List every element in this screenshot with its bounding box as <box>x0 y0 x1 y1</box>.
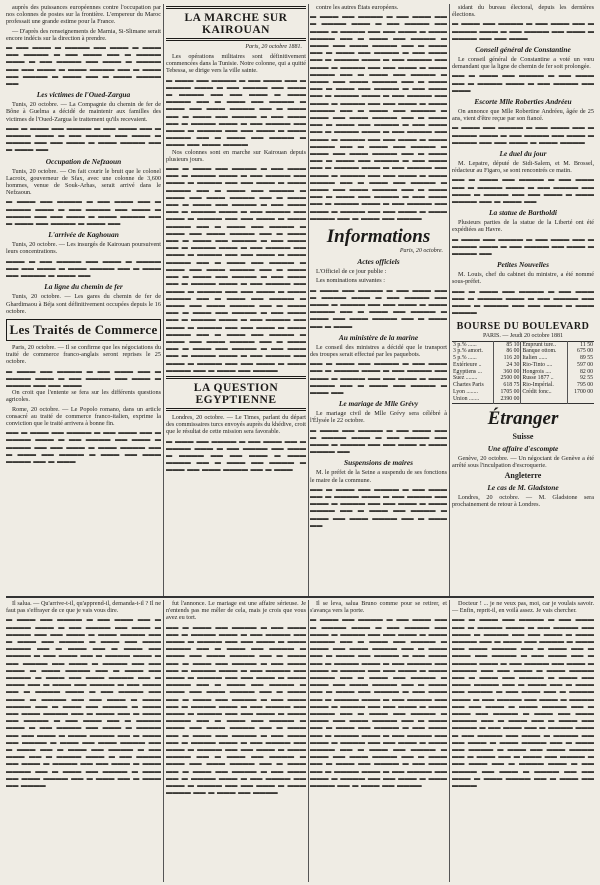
feuilleton-column-1 <box>6 600 161 882</box>
section-heading: Escorte Mlle Roberties Andréeu <box>474 97 572 107</box>
section-heading: Au ministère de la marine <box>338 332 419 342</box>
article-text: sidant du bureau électoral, depuis les dernières élections. <box>452 4 594 19</box>
text-filler: ▬▬ ▬ ▬▬▬ ▬▬ ▬▬▬▬ ▬ ▬▬ ▬▬▬ ▬▬ ▬ ▬▬▬▬ ▬▬▬ ▬ ▬▬ ▬▬▬▬ ▬▬ ▬▬▬ ▬ ▬▬▬▬ ▬▬ ▬▬ ▬▬▬ ▬ ▬▬▬ ▬▬▬▬ ▬▬ ▬ ▬▬▬ ▬▬ <box>452 176 594 206</box>
bourse-price: 675 00 <box>567 348 594 355</box>
article-text: auprès des puissances européennes contre l'occupation par nos colonnes de postes sur la frontière. L'empereur du Maroc professait une grande estime pour la France. <box>6 4 161 26</box>
bourse-row <box>452 369 594 376</box>
bourse-security: Chartes Paris <box>453 382 484 389</box>
bourse-row <box>452 348 594 355</box>
section-heading: Le mariage de Mlle Grévy <box>338 399 419 409</box>
bourse-price: 11 50 <box>567 341 594 348</box>
article-text: Genève, 20 octobre. — Un négociant de Genève a été arrêté sous l'inculpation d'escroquerie. <box>452 454 594 469</box>
text-filler: ▬ ▬▬▬ ▬▬ ▬▬▬▬ ▬ ▬▬ ▬▬▬ ▬▬ ▬ ▬▬▬▬ ▬▬▬ ▬ ▬▬ ▬▬▬▬ ▬▬ ▬▬▬ ▬ ▬▬▬▬ ▬▬ ▬▬ ▬▬▬ <box>6 367 161 389</box>
bourse-security: Italien ...... <box>521 355 567 362</box>
dateline: Paris, 20 octobre 1881. <box>245 44 302 50</box>
bourse-security: Union ....... <box>453 395 480 402</box>
article-text: Londres, 20 octobre. — M. Gladstone sera prochainement de retour à Londres. <box>452 494 594 509</box>
bourse-price: 89 55 <box>567 355 594 362</box>
bourse-security: Crédit fonc.. <box>521 389 567 396</box>
bourse-price: 86 00 <box>494 348 521 355</box>
column-rule <box>163 600 164 882</box>
bourse-security: Extérieure .. <box>453 361 482 368</box>
bourse-row <box>452 375 594 382</box>
text-filler: ▬ ▬▬▬ ▬▬ ▬▬▬▬ ▬ ▬▬ ▬▬▬ ▬▬ ▬ ▬▬▬▬ ▬▬▬ ▬ ▬▬ ▬▬▬▬ ▬▬ ▬▬▬ ▬ ▬▬▬▬ ▬▬ ▬▬ ▬▬▬ ▬ ▬▬▬ ▬▬▬▬ ▬▬ ▬ ▬▬▬ ▬▬ ▬▬▬▬ ▬ ▬▬▬ ▬▬ ▬▬▬ ▬▬▬▬ ▬▬ ▬ ▬▬▬ ▬▬ ▬ ▬▬▬ ▬▬ ▬▬▬▬ ▬ ▬▬ ▬▬▬ ▬▬ ▬ ▬▬▬▬ ▬▬▬ ▬ ▬▬ ▬▬▬▬ ▬▬ ▬▬▬ ▬ ▬▬▬▬ ▬▬ ▬▬ ▬▬▬ ▬ ▬▬▬ ▬▬▬▬ ▬▬ ▬ ▬▬▬ ▬▬ ▬▬▬▬ ▬ ▬▬▬ ▬▬ ▬▬▬ ▬▬▬▬ ▬▬ ▬ ▬▬▬ ▬▬ ▬ ▬▬▬ ▬▬ ▬▬▬▬ ▬ ▬▬ ▬▬▬ ▬▬ ▬ ▬▬▬▬ ▬▬▬ ▬ ▬▬ ▬▬▬▬ ▬▬ ▬▬▬ ▬ ▬▬▬▬ ▬▬ ▬▬ ▬▬▬ ▬ ▬▬▬ ▬▬▬▬ ▬▬ ▬ ▬▬▬ ▬▬ ▬▬▬▬ ▬ ▬▬▬ ▬▬ ▬▬▬ ▬▬▬▬ ▬▬ ▬ ▬▬▬ ▬▬ ▬ ▬▬▬ ▬▬ ▬▬▬▬ ▬ ▬▬ ▬▬▬ ▬▬ ▬ ▬▬▬▬ ▬▬▬ ▬ ▬▬ ▬▬▬▬ ▬▬ ▬▬▬ ▬ ▬▬▬▬ ▬▬ ▬▬ ▬▬▬ ▬ ▬▬▬ ▬▬▬▬ ▬▬ ▬ ▬▬▬ ▬▬ ▬▬▬▬ ▬ ▬▬▬ ▬▬ ▬▬▬ ▬▬▬▬ ▬▬ ▬ ▬▬▬ ▬▬ ▬ ▬▬▬ ▬▬ ▬▬▬▬ ▬ ▬▬ ▬▬▬ ▬▬ ▬ ▬▬▬▬ ▬▬▬ ▬ ▬▬ ▬▬▬▬ ▬▬ ▬▬▬ ▬ ▬▬▬▬ ▬▬ ▬▬ ▬▬▬ ▬ ▬▬▬ ▬▬▬▬ ▬▬ ▬ ▬▬▬ ▬▬ ▬▬▬▬ ▬ ▬▬▬ ▬▬ ▬▬▬ ▬▬▬▬ ▬▬ ▬ ▬▬▬ ▬▬ ▬ ▬▬▬ ▬▬ ▬▬▬▬ <box>6 616 161 790</box>
text-filler: ▬ ▬▬▬ ▬▬ ▬▬▬▬ ▬ ▬▬ ▬▬▬ ▬▬ ▬ ▬▬▬▬ ▬▬▬ ▬ ▬▬ ▬▬▬▬ ▬▬ ▬▬▬ ▬ ▬▬▬▬ ▬▬ ▬▬ ▬▬▬ ▬ ▬▬▬ ▬▬▬▬ ▬▬ ▬ ▬▬▬ ▬▬ ▬▬▬▬ ▬ ▬▬▬ ▬▬ ▬▬▬ ▬▬▬▬ ▬▬ ▬ ▬▬▬ ▬▬ ▬ ▬▬▬ <box>310 286 447 330</box>
article-text: Plusieurs parties de la statue de la Liberté ont été expédiées au Havre. <box>452 219 594 234</box>
text-filler: ▬▬ ▬ ▬▬▬ ▬▬ ▬▬▬▬ ▬ ▬▬ ▬▬▬ ▬▬ ▬ ▬▬▬▬ ▬▬▬ ▬ ▬▬ ▬▬▬▬ ▬▬ ▬▬▬ ▬ ▬▬▬▬ ▬▬ ▬▬ ▬▬▬ ▬ ▬▬▬ ▬▬▬▬ ▬▬ ▬ ▬▬▬ ▬▬ <box>6 124 161 154</box>
column-rule <box>449 600 450 882</box>
bourse-security: Rio-Tinto .... <box>521 362 567 369</box>
feuilleton-text: Docteur ! ... je ne veux pas, moi, car je voulais savoir. — Enfin, reprit-il, en voilà assez. Je vais chercher. <box>452 600 594 615</box>
section-masthead: Étranger <box>487 407 559 429</box>
column-3 <box>310 4 447 594</box>
bourse-security: Banque ottom. <box>521 348 567 355</box>
article-text: L'Officiel de ce jour publie : <box>316 268 387 276</box>
feuilleton-column-2 <box>166 600 306 882</box>
bourse-row <box>452 355 594 362</box>
text-filler: ▬▬ ▬ ▬▬▬ ▬▬ ▬▬▬▬ ▬ ▬▬ ▬▬▬ ▬▬ ▬ ▬▬▬▬ ▬▬▬ ▬ ▬▬ ▬▬▬▬ ▬▬ ▬▬▬ ▬ ▬▬▬▬ ▬▬ ▬▬ ▬▬▬ ▬ ▬▬▬ ▬▬▬▬ ▬▬ ▬ ▬▬▬ ▬▬ ▬▬▬▬ ▬ ▬▬▬ ▬▬ <box>310 360 447 396</box>
article-text: On croit que l'entente se fera sur les différents questions agricoles. <box>6 389 161 404</box>
bourse-row <box>452 362 594 369</box>
banner-rule <box>166 408 306 411</box>
text-filler: ▬ ▬▬▬ ▬▬ ▬▬▬▬ ▬ ▬▬ ▬▬▬ ▬▬ ▬ ▬▬▬▬ ▬▬▬ ▬ ▬▬ ▬▬▬▬ ▬▬ ▬▬▬ ▬ ▬▬▬▬ ▬▬ ▬▬ ▬▬▬ ▬ ▬▬▬ ▬▬▬▬ ▬▬ ▬ ▬▬▬ ▬▬ ▬▬▬▬ ▬ ▬▬▬ ▬▬ ▬▬▬ ▬▬▬▬ ▬▬ ▬ ▬▬▬ ▬▬ ▬ ▬▬▬ ▬▬ ▬▬▬▬ ▬ ▬▬ ▬▬▬ ▬▬ ▬ ▬▬▬▬ ▬▬▬ ▬ ▬▬ ▬▬▬▬ ▬▬ ▬▬▬ ▬ ▬▬▬▬ ▬▬ ▬▬ ▬▬▬ ▬ ▬▬▬ ▬▬▬▬ ▬▬ ▬ ▬▬▬ ▬▬ ▬▬▬▬ ▬ ▬▬▬ ▬▬ ▬▬▬ ▬▬▬▬ <box>166 76 306 149</box>
bourse-security: Russe 1877 .. <box>521 375 567 382</box>
feuilleton-column-3 <box>310 600 447 882</box>
banner-rule <box>166 38 306 41</box>
bourse-price: 92 55 <box>567 375 594 382</box>
section-heading: Conseil général de Constantine <box>475 45 571 55</box>
bourse-row <box>452 389 594 396</box>
bourse-price: 618 75 <box>494 382 521 389</box>
article-text: Rome, 20 octobre. — Le Popolo romano, dans un article consacré au traité de commerce franco-italien, exprime la conviction que le traité arrivera à bonne fin. <box>6 405 161 427</box>
text-filler: ▬▬ ▬ ▬▬▬ ▬▬ ▬▬▬▬ ▬ ▬▬ ▬▬▬ ▬▬ ▬ ▬▬▬▬ ▬▬▬ ▬ ▬▬ ▬▬▬▬ ▬▬ ▬▬▬ ▬ ▬▬▬▬ ▬▬ ▬▬ ▬▬▬ ▬ ▬▬▬ ▬▬▬▬ ▬▬ ▬ ▬▬▬ ▬▬ ▬▬▬▬ ▬ ▬▬▬ ▬▬ ▬▬▬ ▬▬▬▬ ▬▬ ▬ ▬▬▬ ▬▬ ▬ ▬▬▬ ▬▬ ▬▬▬▬ ▬ ▬▬ ▬▬▬ ▬▬ ▬ ▬▬▬▬ ▬▬▬ ▬ ▬▬ ▬▬▬▬ ▬▬ ▬▬▬ ▬ ▬▬▬▬ ▬▬ ▬▬ ▬▬▬ ▬ ▬▬▬ ▬▬▬▬ ▬▬ ▬ ▬▬▬ ▬▬ ▬▬▬▬ ▬ ▬▬▬ ▬▬ ▬▬▬ ▬▬▬▬ ▬▬ ▬ ▬▬▬ ▬▬ ▬ ▬▬▬ ▬▬ ▬▬▬▬ ▬ ▬▬ ▬▬▬ ▬▬ ▬ ▬▬▬▬ ▬▬▬ ▬ ▬▬ ▬▬▬▬ ▬▬ ▬▬▬ ▬ ▬▬▬▬ ▬▬ ▬▬ ▬▬▬ ▬ ▬▬▬ ▬▬▬▬ ▬▬ ▬ ▬▬▬ ▬▬ ▬▬▬▬ ▬ ▬▬▬ ▬▬ ▬▬▬ ▬▬▬▬ ▬▬ ▬ ▬▬▬ ▬▬ ▬ ▬▬▬ ▬▬ ▬▬▬▬ ▬ ▬▬ ▬▬▬ ▬▬ ▬ ▬▬▬▬ ▬▬▬ ▬ ▬▬ ▬▬▬▬ ▬▬ ▬▬▬ ▬ ▬▬▬▬ ▬▬ ▬▬ ▬▬▬ ▬ ▬▬▬ ▬▬▬▬ ▬▬ ▬ ▬▬▬ ▬▬ ▬▬▬▬ ▬ ▬▬▬ ▬▬ ▬▬▬ ▬▬▬▬ ▬▬ ▬ ▬▬▬ ▬▬ ▬ ▬▬▬ ▬▬ ▬▬▬▬ ▬ ▬▬ ▬▬▬ ▬▬ ▬ ▬▬▬▬ ▬▬▬ ▬ ▬▬ ▬▬▬▬ ▬▬ ▬▬▬ ▬ ▬▬▬▬ ▬▬ ▬▬ ▬▬▬ ▬ ▬▬▬ ▬▬▬▬ ▬▬ ▬ ▬▬▬ ▬▬ ▬▬▬▬ <box>452 616 594 790</box>
bourse-security: Suez ........ <box>453 375 478 382</box>
feuilleton-rule <box>6 596 594 598</box>
article-text: M. le préfet de la Seine a suspendu de ses fonctions le maire de la commune. <box>310 469 447 484</box>
text-filler: ▬ ▬▬▬ ▬▬ ▬▬▬▬ ▬ ▬▬ ▬▬▬ ▬▬ ▬ ▬▬▬▬ ▬▬▬ ▬ ▬▬ ▬▬▬▬ ▬▬ ▬▬▬ ▬ ▬▬▬▬ ▬▬ ▬▬ ▬▬▬ ▬ ▬▬▬ ▬▬▬▬ ▬▬ ▬ ▬▬▬ ▬▬ ▬▬▬▬ ▬ ▬▬▬ ▬▬ ▬▬▬ ▬▬▬▬ ▬▬ ▬ ▬▬▬ <box>166 437 306 474</box>
column-4 <box>452 4 594 594</box>
feuilleton-column-4 <box>452 600 594 882</box>
feuilleton-text: fut l'annonce. Le mariage est une affaire sérieuse. Je n'entends pas me mêler de cela, mais je crois que vous avez eu tort. <box>166 600 306 622</box>
bourse-price <box>567 396 594 403</box>
bourse-price: 82 00 <box>567 369 594 376</box>
section-heading: La ligne du chemin de fer <box>44 282 123 292</box>
article-text: Tunis, 20 octobre. — Les gares du chemin de fer de Ghardimaou à Béja sont définitivement occupées depuis le 16 octobre. <box>6 293 161 315</box>
article-text: — D'après des renseignements de Marnia, Si-Slimane serait encore indécis sur la direction à prendre. <box>6 27 161 42</box>
text-filler: ▬▬ ▬ ▬▬▬ ▬▬ ▬▬▬▬ ▬ ▬▬ ▬▬▬ ▬▬ ▬ ▬▬▬▬ ▬▬▬ ▬ ▬▬ ▬▬▬▬ ▬▬ ▬▬▬ ▬ ▬▬▬▬ ▬▬ ▬▬ ▬▬▬ ▬ ▬▬▬ ▬▬▬▬ <box>452 287 594 317</box>
banner-rule <box>166 6 306 9</box>
bourse-price: 1700 00 <box>567 389 594 396</box>
article-text: Paris, 20 octobre. — Il se confirme que les négociations du traité de commerce franco-anglais seront reprises le 25 octobre. <box>6 343 161 366</box>
text-filler: ▬▬ ▬ ▬▬▬ ▬▬ ▬▬▬▬ ▬ ▬▬ ▬▬▬ ▬▬ ▬ ▬▬▬▬ ▬▬▬ ▬ ▬▬ ▬▬▬▬ ▬▬ ▬▬▬ ▬ ▬▬▬▬ ▬▬ ▬▬ ▬▬▬ ▬ ▬▬▬ ▬▬▬▬ ▬▬ ▬ ▬▬▬ ▬▬ ▬▬▬▬ ▬ ▬▬▬ ▬▬ ▬▬▬ ▬▬▬▬ ▬▬ ▬ ▬▬▬ ▬▬ <box>310 485 447 529</box>
text-filler: ▬ ▬▬▬ ▬▬ ▬▬▬▬ ▬ ▬▬ ▬▬▬ ▬▬ ▬ ▬▬▬▬ ▬▬▬ ▬ ▬▬ ▬▬▬▬ ▬▬ ▬▬▬ ▬ ▬▬▬▬ ▬▬ ▬▬ ▬▬▬ ▬ ▬▬▬ ▬▬▬▬ ▬▬ ▬ ▬▬▬ ▬▬ ▬▬▬▬ ▬ ▬▬▬ ▬▬ ▬▬▬ ▬▬▬▬ ▬▬ ▬ ▬▬▬ ▬▬ ▬ ▬▬▬ ▬▬ ▬▬▬▬ ▬ ▬▬ ▬▬▬ ▬▬ ▬ ▬▬▬▬ ▬▬▬ ▬ ▬▬ ▬▬▬▬ ▬▬ ▬▬▬ ▬ ▬▬▬▬ ▬▬ ▬▬ ▬▬▬ ▬ ▬▬▬ ▬▬▬▬ ▬▬ ▬ ▬▬▬ ▬▬ ▬▬▬▬ ▬ ▬▬▬ ▬▬ ▬▬▬ ▬▬▬▬ ▬▬ ▬ ▬▬▬ ▬▬ ▬ ▬▬▬ ▬▬ ▬▬▬▬ ▬ ▬▬ ▬▬▬ ▬▬ ▬ ▬▬▬▬ ▬▬▬ ▬ ▬▬ ▬▬▬▬ ▬▬ ▬▬▬ ▬ ▬▬▬▬ ▬▬ ▬▬ ▬▬▬ ▬ ▬▬▬ ▬▬▬▬ ▬▬ ▬ ▬▬▬ ▬▬ ▬▬▬▬ ▬ ▬▬▬ ▬▬ ▬▬▬ ▬▬▬▬ ▬▬ ▬ ▬▬▬ ▬▬ ▬ ▬▬▬ ▬▬ ▬▬▬▬ ▬ ▬▬ ▬▬▬ ▬▬ ▬ ▬▬▬▬ ▬▬▬ ▬ ▬▬ ▬▬▬▬ ▬▬ ▬▬▬ ▬ ▬▬▬▬ ▬▬ ▬▬ ▬▬▬ ▬ ▬▬▬ ▬▬▬▬ ▬▬ ▬ ▬▬▬ ▬▬ ▬▬▬▬ ▬ ▬▬▬ ▬▬ ▬▬▬ ▬▬▬▬ ▬▬ ▬ ▬▬▬ ▬▬ ▬ ▬▬▬ ▬▬ ▬▬▬▬ ▬ ▬▬ ▬▬▬ ▬▬ ▬ ▬▬▬▬ ▬▬▬ ▬ ▬▬ ▬▬▬▬ ▬▬ ▬▬▬ ▬ ▬▬▬▬ ▬▬ ▬▬ ▬▬▬ ▬ ▬▬▬ ▬▬▬▬ ▬▬ ▬ ▬▬▬ ▬▬ ▬▬▬▬ <box>310 616 447 790</box>
bourse-security: 3 p.% ...... <box>453 341 477 348</box>
text-filler: ▬▬ ▬ ▬▬▬ ▬▬ ▬▬▬▬ ▬ ▬▬ ▬▬▬ ▬▬ ▬ ▬▬▬▬ ▬▬▬ ▬ ▬▬ ▬▬▬▬ ▬▬ ▬▬▬ <box>452 72 594 94</box>
column-1 <box>6 4 161 594</box>
bourse-security: Rio-Impérial. <box>521 382 567 389</box>
bourse-row <box>452 341 594 348</box>
bourse-security <box>521 396 567 403</box>
bourse-price: 597 00 <box>567 362 594 369</box>
article-text: Tunis, 20 octobre. — Les insurgés de Kairouan poursuivent leurs concentrations. <box>6 241 161 256</box>
text-filler: ▬▬ ▬ ▬▬▬ ▬▬ ▬▬▬▬ ▬ ▬▬ ▬▬▬ ▬▬ ▬ ▬▬▬▬ ▬▬▬ ▬ ▬▬ ▬▬▬▬ ▬▬ ▬▬▬ ▬ ▬▬▬▬ ▬▬ ▬▬ ▬▬▬ ▬ ▬▬▬ ▬▬▬▬ ▬▬ ▬ ▬▬▬ ▬▬ ▬▬▬▬ ▬ ▬▬▬ ▬▬ ▬▬▬ ▬▬▬▬ ▬▬ ▬ ▬▬▬ ▬▬ ▬ ▬▬▬ ▬▬ ▬▬▬▬ ▬ ▬▬ ▬▬▬ ▬▬ ▬ ▬▬▬▬ ▬▬▬ ▬ ▬▬ ▬▬▬▬ ▬▬ ▬▬▬ ▬ ▬▬▬▬ ▬▬ ▬▬ ▬▬▬ ▬ ▬▬▬ ▬▬▬▬ ▬▬ ▬ ▬▬▬ ▬▬ ▬▬▬▬ ▬ ▬▬▬ ▬▬ ▬▬▬ ▬▬▬▬ ▬▬ ▬ ▬▬▬ ▬▬ ▬ ▬▬▬ ▬▬ ▬▬▬▬ ▬ ▬▬ ▬▬▬ ▬▬ ▬ ▬▬▬▬ ▬▬▬ ▬ ▬▬ ▬▬▬▬ ▬▬ ▬▬▬ ▬ ▬▬▬▬ ▬▬ ▬▬ ▬▬▬ ▬ ▬▬▬ ▬▬▬▬ ▬▬ ▬ ▬▬▬ ▬▬ ▬▬▬▬ ▬ ▬▬▬ ▬▬ ▬▬▬ ▬▬▬▬ ▬▬ ▬ ▬▬▬ ▬▬ ▬ ▬▬▬ ▬▬ ▬▬▬▬ ▬ ▬▬ ▬▬▬ ▬▬ ▬ ▬▬▬▬ ▬▬▬ ▬ ▬▬ ▬▬▬▬ ▬▬ ▬▬▬ ▬ ▬▬▬▬ ▬▬ ▬▬ ▬▬▬ ▬ ▬▬▬ ▬▬▬▬ ▬▬ ▬ ▬▬▬ ▬▬ ▬▬▬▬ ▬ ▬▬▬ ▬▬ ▬▬▬ ▬▬▬▬ ▬▬ ▬ ▬▬▬ ▬▬ ▬ ▬▬▬ ▬▬ ▬▬▬▬ ▬ ▬▬ ▬▬▬ ▬▬ ▬ ▬▬▬▬ ▬▬▬ ▬ ▬▬ ▬▬▬▬ ▬▬ ▬▬▬ ▬ ▬▬▬▬ ▬▬ ▬▬ ▬▬▬ ▬ ▬▬▬ ▬▬▬▬ ▬▬ ▬ ▬▬▬ ▬▬ ▬▬▬▬ ▬ ▬▬▬ ▬▬ ▬▬▬ ▬▬▬▬ ▬▬ ▬ ▬▬▬ ▬▬ ▬ ▬▬▬ ▬▬ ▬▬▬▬ ▬ ▬▬ ▬▬▬ ▬▬ ▬ ▬▬▬▬ ▬▬▬ ▬ ▬▬ ▬▬▬▬ ▬▬ ▬▬▬ ▬ ▬▬▬▬ ▬▬ ▬▬ ▬▬▬ ▬ ▬▬▬ ▬▬▬▬ ▬▬ ▬ ▬▬▬ ▬▬ ▬▬▬▬ <box>166 165 306 374</box>
section-heading: Petites Nouvelles <box>497 260 549 270</box>
article-text: Les opérations militaires sont définitivement commencées dans la Tunisie. Notre colonne, qui a quitté Tebessa, se dirige vers la ville sainte. <box>166 53 306 75</box>
bourse-table <box>452 341 594 404</box>
article-text: M. Louis, chef du cabinet du ministre, a été nommé sous-préfet. <box>452 271 594 286</box>
section-heading: Les victimes de l'Oued-Zargua <box>36 90 131 100</box>
bourse-security: 3 p.% amort. <box>453 348 483 355</box>
bourse-security: Lyon ........ <box>453 389 478 396</box>
article-text: Nos colonnes sont en marche sur Kairouan depuis plusieurs jours. <box>166 148 306 163</box>
section-heading: Occupation de Nefzaoun <box>45 156 122 166</box>
text-filler: ▬ ▬▬▬ ▬▬ ▬▬▬▬ ▬ ▬▬ ▬▬▬ ▬▬ ▬ ▬▬▬▬ ▬▬▬ ▬ ▬▬ ▬▬▬▬ ▬▬ ▬▬▬ ▬ ▬▬▬▬ ▬▬ <box>452 235 594 258</box>
section-heading: Actes officiels <box>357 257 400 267</box>
article-text: Les nominations suivantes : <box>316 277 385 285</box>
bourse-security: Emprunt ture.. <box>521 341 567 348</box>
text-filler: ▬ ▬▬▬ ▬▬ ▬▬▬▬ ▬ ▬▬ ▬▬▬ ▬▬ ▬ ▬▬▬▬ ▬▬▬ ▬ ▬▬ ▬▬▬▬ ▬▬ ▬▬▬ ▬ ▬▬▬▬ ▬▬ ▬▬ ▬▬▬ <box>452 20 594 42</box>
column-rule <box>163 4 164 596</box>
article-text: Le conseil général de Constantine a voté un vœu demandant que la ligne de chemin de fer soit prolongée. <box>452 56 594 71</box>
bourse-price: 795 00 <box>567 382 594 389</box>
section-heading: L'arrivée de Kaghouan <box>48 230 119 240</box>
column-rule <box>449 4 450 596</box>
bourse-security: Egyptiens ... <box>453 368 482 375</box>
bourse-security: Hongrois .... <box>521 369 567 376</box>
text-filler: ▬ ▬▬▬ ▬▬ ▬▬▬▬ ▬ ▬▬ ▬▬▬ ▬▬ ▬ ▬▬▬▬ ▬▬▬ ▬ ▬▬ ▬▬▬▬ ▬▬ ▬▬▬ ▬ ▬▬▬▬ ▬▬ ▬▬ ▬▬▬ ▬ ▬▬▬ ▬▬▬▬ ▬▬ ▬ ▬▬▬ ▬▬ ▬▬▬▬ ▬ ▬▬▬ ▬▬ ▬▬▬ ▬▬▬▬ ▬▬ ▬ ▬▬▬ ▬▬ ▬ ▬▬▬ ▬▬ ▬▬▬▬ ▬ ▬▬ ▬▬▬ ▬▬ ▬ ▬▬▬▬ ▬▬▬ ▬ ▬▬ ▬▬▬▬ ▬▬ ▬▬▬ ▬ ▬▬▬▬ ▬▬ ▬▬ ▬▬▬ ▬ ▬▬▬ ▬▬▬▬ ▬▬ ▬ ▬▬▬ ▬▬ ▬▬▬▬ ▬ ▬▬▬ ▬▬ ▬▬▬ ▬▬▬▬ ▬▬ ▬ ▬▬▬ ▬▬ ▬ ▬▬▬ ▬▬ ▬▬▬▬ ▬ ▬▬ ▬▬▬ ▬▬ ▬ ▬▬▬▬ ▬▬▬ ▬ ▬▬ ▬▬▬▬ ▬▬ ▬▬▬ ▬ ▬▬▬▬ ▬▬ ▬▬ ▬▬▬ ▬ ▬▬▬ ▬▬▬▬ ▬▬ ▬ ▬▬▬ ▬▬ ▬▬▬▬ ▬ ▬▬▬ ▬▬ ▬▬▬ ▬▬▬▬ ▬▬ ▬ ▬▬▬ ▬▬ ▬ ▬▬▬ ▬▬ ▬▬▬▬ ▬ ▬▬ ▬▬▬ ▬▬ ▬ ▬▬▬▬ ▬▬▬ ▬ ▬▬ ▬▬▬▬ ▬▬ ▬▬▬ ▬ ▬▬▬▬ ▬▬ ▬▬ ▬▬▬ ▬ ▬▬▬ ▬▬▬▬ ▬▬ ▬ ▬▬▬ ▬▬ ▬▬▬▬ ▬ ▬▬▬ ▬▬ ▬▬▬ ▬▬▬▬ ▬▬ ▬ ▬▬▬ ▬▬ ▬ ▬▬▬ ▬▬ ▬▬▬▬ ▬ ▬▬ ▬▬▬ ▬▬ ▬ ▬▬▬▬ ▬▬▬ ▬ ▬▬ ▬▬▬▬ ▬▬ ▬▬▬ ▬ ▬▬▬▬ ▬▬ ▬▬ ▬▬▬ ▬ ▬▬▬ ▬▬▬▬ ▬▬ ▬ ▬▬▬ ▬▬ ▬▬▬▬ ▬ ▬▬▬ ▬▬ ▬▬▬ ▬▬▬▬ ▬▬ ▬ ▬▬▬ ▬▬ ▬ ▬▬▬ ▬▬ ▬▬▬▬ ▬ ▬▬ ▬▬▬ ▬▬ ▬ ▬▬▬▬ ▬▬▬ ▬ ▬▬ ▬▬▬▬ ▬▬ ▬▬▬ ▬ ▬▬▬▬ ▬▬ ▬▬ ▬▬▬ ▬ ▬▬▬ ▬▬▬▬ ▬▬ ▬ ▬▬▬ ▬▬ ▬▬▬▬ <box>310 13 447 222</box>
section-heading: Le duel du jour <box>499 149 547 159</box>
section-banner: Les Traités de Commerce <box>6 319 161 341</box>
article-text: Tunis, 20 octobre. — On fait courir le bruit que le colonel Lacroix, gouverneur de Sfax, avec une colonne de 3,600 hommes, venue de Souk-Arhas, serait arrivé dans le Nefzaoun. <box>6 167 161 197</box>
section-subheading: Le cas de M. Gladstone <box>487 483 559 493</box>
text-filler: ▬ ▬▬▬ ▬▬ ▬▬▬▬ ▬ ▬▬ ▬▬▬ ▬▬ ▬ ▬▬▬▬ ▬▬▬ ▬ ▬▬ ▬▬▬▬ ▬▬ ▬▬▬ ▬ ▬▬▬▬ ▬▬ ▬▬ ▬▬▬ ▬ ▬▬▬ ▬▬▬▬ ▬▬ <box>310 426 447 456</box>
article-text: On annonce que Mlle Robertine Andréeu, âgée de 25 ans, vient d'être reçue par son fiancé. <box>452 108 594 123</box>
bourse-title: BOURSE DU BOULEVARD <box>456 320 590 332</box>
dateline: Paris, 20 octobre. <box>399 248 443 255</box>
section-banner: LA QUESTION EGYPTIENNE <box>193 381 279 406</box>
banner-rule <box>166 376 306 379</box>
column-rule <box>308 4 309 596</box>
text-filler: ▬▬ ▬ ▬▬▬ ▬▬ ▬▬▬▬ ▬ ▬▬ ▬▬▬ ▬▬ ▬ ▬▬▬▬ ▬▬▬ ▬ ▬▬ ▬▬▬▬ ▬▬ ▬▬▬ ▬ ▬▬▬▬ ▬▬ ▬▬ ▬▬▬ ▬ ▬▬▬ ▬▬▬▬ ▬▬ ▬ ▬▬▬ ▬▬ ▬▬▬▬ ▬ ▬▬▬ ▬▬ ▬▬▬ ▬▬▬▬ ▬▬ ▬ ▬▬▬ ▬▬ ▬ ▬▬▬ ▬▬ ▬▬▬▬ ▬ ▬▬ ▬▬▬ ▬▬ ▬ ▬▬▬▬ ▬▬▬ ▬ ▬▬ ▬▬▬▬ ▬▬ ▬▬▬ ▬ ▬▬▬▬ ▬▬ ▬▬ ▬▬▬ ▬ ▬▬▬ ▬▬▬▬ ▬▬ ▬ ▬▬▬ ▬▬ ▬▬▬▬ ▬ ▬▬▬ ▬▬ ▬▬▬ ▬▬▬▬ ▬▬ ▬ ▬▬▬ ▬▬ ▬ ▬▬▬ ▬▬ ▬▬▬▬ ▬ ▬▬ ▬▬▬ ▬▬ ▬ ▬▬▬▬ ▬▬▬ ▬ ▬▬ ▬▬▬▬ ▬▬ ▬▬▬ ▬ ▬▬▬▬ ▬▬ ▬▬ ▬▬▬ ▬ ▬▬▬ ▬▬▬▬ ▬▬ ▬ ▬▬▬ ▬▬ ▬▬▬▬ ▬ ▬▬▬ ▬▬ ▬▬▬ ▬▬▬▬ ▬▬ ▬ ▬▬▬ ▬▬ ▬ ▬▬▬ ▬▬ ▬▬▬▬ ▬ ▬▬ ▬▬▬ ▬▬ ▬ ▬▬▬▬ ▬▬▬ ▬ ▬▬ ▬▬▬▬ ▬▬ ▬▬▬ ▬ ▬▬▬▬ ▬▬ ▬▬ ▬▬▬ ▬ ▬▬▬ ▬▬▬▬ ▬▬ ▬ ▬▬▬ ▬▬ ▬▬▬▬ ▬ ▬▬▬ ▬▬ ▬▬▬ ▬▬▬▬ ▬▬ ▬ ▬▬▬ ▬▬ ▬ ▬▬▬ ▬▬ ▬▬▬▬ ▬ ▬▬ ▬▬▬ ▬▬ ▬ ▬▬▬▬ ▬▬▬ ▬ ▬▬ ▬▬▬▬ ▬▬ ▬▬▬ ▬ ▬▬▬▬ ▬▬ ▬▬ ▬▬▬ ▬ ▬▬▬ ▬▬▬▬ ▬▬ ▬ ▬▬▬ ▬▬ ▬▬▬▬ <box>166 623 306 797</box>
article-text: Le mariage civil de Mlle Grévy sera célébré à l'Élysée le 22 octobre. <box>310 410 447 425</box>
section-subheading: Une affaire d'escompte <box>487 443 559 453</box>
section-heading: Suisse <box>512 431 534 441</box>
section-banner: LA MARCHE SUR KAIROUAN <box>184 12 288 36</box>
bourse-price: 2500 00 <box>494 375 521 382</box>
bourse-price: 2390 00 <box>494 396 521 403</box>
bourse-price: 24 30 <box>494 362 521 369</box>
text-filler: ▬ ▬▬▬ ▬▬ ▬▬▬▬ ▬ ▬▬ ▬▬▬ ▬▬ ▬ ▬▬▬▬ ▬▬▬ ▬ ▬▬ ▬▬▬▬ ▬▬ ▬▬▬ ▬ ▬▬▬▬ ▬▬ ▬▬ ▬▬▬ ▬ ▬▬▬ ▬▬▬▬ ▬▬ ▬ ▬▬▬ ▬▬ ▬▬▬▬ ▬ ▬▬▬ ▬▬ <box>6 198 161 228</box>
article-text: Tunis, 20 octobre. — La Compagnie du chemin de fer de Bône à Guelma a décidé de maintenir aux familles des victimes de l'Oued-Zargua le traitement qu'ils recevaient. <box>6 101 161 123</box>
text-filler: ▬ ▬▬ ▬▬▬ ▬ ▬▬▬▬ ▬▬ ▬▬▬ ▬ ▬▬▬ ▬▬ ▬▬▬▬ ▬ ▬▬ ▬▬▬ ▬▬ ▬ ▬▬▬▬ ▬▬▬ ▬ ▬▬ ▬▬▬▬ ▬▬ ▬▬▬ ▬ ▬▬▬▬ ▬▬ ▬▬ ▬▬▬ ▬ ▬▬▬ ▬▬▬▬ ▬▬ ▬ ▬▬▬ ▬▬ ▬▬▬▬ ▬ ▬▬▬ ▬▬ ▬ ▬▬▬ ▬▬▬▬ ▬▬ <box>6 44 161 88</box>
article-text: contre les autres États européens. <box>316 4 399 11</box>
section-heading: La statue de Bartholdi <box>489 208 557 218</box>
bourse-security: 5 p.% ...... <box>453 355 477 362</box>
text-filler: ▬▬▬ ▬ ▬▬ ▬▬▬▬ ▬▬ ▬▬▬ ▬ ▬▬▬▬ ▬▬ ▬▬ ▬▬▬ ▬ ▬▬▬ ▬▬▬▬ ▬▬ ▬ ▬▬▬ ▬▬ ▬▬▬▬ ▬ ▬▬▬ ▬▬ <box>6 257 161 280</box>
bourse-price: 1705 00 <box>494 389 521 396</box>
section-heading: Angleterre <box>504 471 542 481</box>
bourse-row <box>452 396 594 403</box>
bourse-price: 360 00 <box>494 369 521 376</box>
article-text: Le conseil des ministres a décidé que le transport des troupes serait effectué par les paquebots. <box>310 343 447 358</box>
article-text: M. Lepatre, député de Sidi-Salem, et M. Brossel, rédacteur au Figaro, se sont rencontrés ce matin. <box>452 160 594 175</box>
article-text: Londres, 20 octobre. — Le Times, parlant du départ des commissaires turcs envoyés auprès du khédive, croit que le résultat de cette mission sera favorable. <box>166 413 306 436</box>
text-filler: ▬ ▬▬▬ ▬▬ ▬▬▬▬ ▬ ▬▬ ▬▬▬ ▬▬ ▬ ▬▬▬▬ ▬▬▬ ▬ ▬▬ ▬▬▬▬ ▬▬ ▬▬▬ ▬ ▬▬▬▬ ▬▬ ▬▬ ▬▬▬ ▬ ▬▬▬ ▬▬▬▬ <box>452 124 594 146</box>
feuilleton-text: Il se leva, salua Bruno comme pour se retirer, et s'avança vers la porte. <box>310 600 447 615</box>
bourse-price: 85 10 <box>494 341 521 348</box>
section-masthead: Informations <box>326 226 431 248</box>
bourse-price: 116 20 <box>494 355 521 362</box>
column-2 <box>166 4 306 594</box>
text-filler: ▬▬ ▬ ▬▬▬ ▬▬ ▬▬▬▬ ▬ ▬▬ ▬▬▬ ▬▬ ▬ ▬▬▬▬ ▬▬▬ ▬ ▬▬ ▬▬▬▬ ▬▬ ▬▬▬ ▬ ▬▬▬▬ ▬▬ ▬▬ ▬▬▬ ▬ ▬▬▬ ▬▬▬▬ ▬▬ ▬ ▬▬▬ ▬▬ ▬▬▬▬ ▬ ▬▬▬ ▬▬ ▬▬▬ ▬▬▬▬ ▬▬ ▬ ▬▬▬ <box>6 429 161 465</box>
feuilleton-text: Il salua. — Qu'arrive-t-il, qu'apprend-il, demanda-t-il ? Il ne faut pas s'effrayer de ce que je vais vous dire. <box>6 600 161 615</box>
section-heading: Suspensions de maires <box>344 458 413 468</box>
column-rule <box>308 600 309 882</box>
bourse-date: PARIS. — Jeudi 20 octobre 1881 <box>482 332 564 339</box>
